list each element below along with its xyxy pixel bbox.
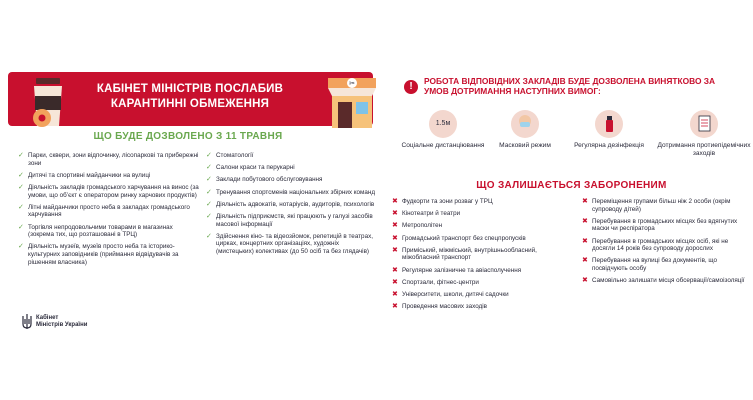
list-item: ✓ Дитячі та спортивні майданчики на вулиці [18,171,151,179]
list-item: ✖ Переміщення групами більш ніж 2 особи (окрім супроводу дітей) [582,198,731,213]
coffee-cup-icon [28,74,68,130]
check-icon: ✓ [18,183,24,191]
requirement-mask: Масковий режим [480,110,570,150]
title-banner [8,72,373,126]
list-item: ✖ Кінотеатри й театри [392,210,461,218]
trident-icon [22,313,32,331]
warning-icon: ! [404,80,418,94]
forbidden-title: ЩО ЗАЛИШАЄТЬСЯ ЗАБОРОНЕНИМ [476,180,667,191]
check-icon: ✓ [206,200,212,208]
list-item: ✓ Стоматології [206,152,254,159]
cross-icon: ✖ [582,257,588,265]
check-icon: ✓ [206,152,212,159]
cross-icon: ✖ [392,246,398,254]
cross-icon: ✖ [392,278,398,286]
list-item: ✓ Діяльність адвокатів, нотаріусів, аудиторів, психологів [206,200,375,208]
allowed-list-b [206,152,376,260]
check-icon: ✓ [206,164,212,172]
government-logo [22,313,92,333]
right-panel [390,68,753,334]
list-item: ✓ Парки, сквери, зони відпочинку, лісопаркові та прибережні зони [18,152,199,167]
list-item: ✓ Тренування спортсменів національних збірних команд [206,188,376,196]
check-icon: ✓ [18,171,24,179]
list-item: ✓ Здійснення кіно- та відеозйомок, репетицій в театрах, цирках, концертних організаціях, художніх (мистецьких) колективах (до 50 осіб та без глядачів) [206,232,373,255]
cross-icon: ✖ [392,290,398,298]
list-item: ✓ Діяльність підприємств, які працюють у галузі засобів масової інформації [206,212,373,228]
check-icon: ✓ [18,243,24,251]
allowed-subtitle: ЩО БУДЕ ДОЗВОЛЕНО З 11 ТРАВНЯ [93,131,283,142]
check-icon: ✓ [206,232,212,240]
list-item: ✖ Університети, школи, дитячі садочки [392,290,509,298]
list-item: ✓ Заклади побутового обслуговування [206,176,323,184]
shop-icon [324,72,380,132]
requirements-title: РОБОТА ВІДПОВІДНИХ ЗАКЛАДІВ БУДЕ ДОЗВОЛЕНА ВИНЯТКОВО ЗА УМОВ ДОТРИМАННЯ НАСТУПНИХ ВИМОГ: [424,76,716,96]
cross-icon: ✖ [392,266,398,274]
left-panel [0,68,376,334]
cross-icon: ✖ [392,303,398,311]
list-item: ✓ Діяльність музеїв, музеїв просто неба та історико-культурних заповідників (приймання відвідувачів за рішенням власника) [18,243,179,266]
check-icon: ✓ [18,152,24,159]
requirement-measures: Дотримання протиепідемічних заходів [654,110,753,158]
check-icon: ✓ [18,203,24,211]
requirement-distancing: 1.5м Соціальне дистанціювання [398,110,488,150]
list-item: ✖ Перебування в громадських місцях осіб, які не досягли 14 років без супроводу дорослих [582,237,729,253]
cross-icon: ✖ [392,234,398,242]
list-item: ✓ Діяльність закладів громадського харчування на винос (за умови, що об’єкт є оператором ринку харчових продуктів) [18,183,199,199]
list-item: ✓ Торгівля непродовольчими товарами в магазинах (зокрема тих, що розташовані в ТРЦ) [18,223,173,239]
list-item: ✖ Приміський, міжміський, внутрішньообласний, міжобласний транспорт [392,246,537,262]
mask-icon [511,110,539,138]
cross-icon: ✖ [582,217,588,225]
cross-icon: ✖ [392,210,398,218]
checklist-icon [690,110,718,138]
list-item: ✖ Самовільно залишати місця обсервації/самоізоляції [582,277,745,285]
government-name: Кабінет Міністрів України [36,315,88,328]
list-item: ✖ Проведення масових заходів [392,303,488,311]
list-item: ✖ Перебування на вулиці без документів, що посвідчують особу [582,257,718,272]
check-icon: ✓ [206,188,212,196]
check-icon: ✓ [206,176,212,184]
list-item: ✓ Салони краси та перукарні [206,164,295,172]
forbidden-list-a [392,198,574,315]
list-item: ✖ Фудкорти та зони розваг у ТРЦ [392,198,493,205]
requirements-row [398,110,753,170]
distancing-icon: 1.5м [429,110,457,138]
allowed-list-a [18,152,200,271]
list-item: ✖ Спортзали, фітнес-центри [392,278,479,286]
forbidden-list-b [582,198,750,289]
check-icon: ✓ [18,223,24,231]
check-icon: ✓ [206,212,212,220]
list-item: ✓ Літні майданчики просто неба в закладах громадського харчування [18,203,190,219]
list-item: ✖ Перебування в громадських місцях без вдягнутих маски чи респіратора [582,217,738,233]
svg-text:✂: ✂ [349,79,355,88]
cross-icon: ✖ [392,222,398,230]
cross-icon: ✖ [582,198,588,205]
spray-bottle-icon [595,110,623,138]
requirement-disinfection: Регулярна дезінфекція [564,110,654,150]
list-item: ✖ Громадський транспорт без спецпропусків [392,234,526,242]
cross-icon: ✖ [392,198,398,205]
list-item: ✖ Метрополітен [392,222,443,230]
cross-icon: ✖ [582,237,588,245]
cross-icon: ✖ [582,277,588,285]
list-item: ✖ Регулярне залізничне та авіасполучення [392,266,522,274]
banner-title: КАБІНЕТ МІНІСТРІВ ПОСЛАБИВ КАРАНТИННІ ОБМЕЖЕННЯ [96,83,284,110]
